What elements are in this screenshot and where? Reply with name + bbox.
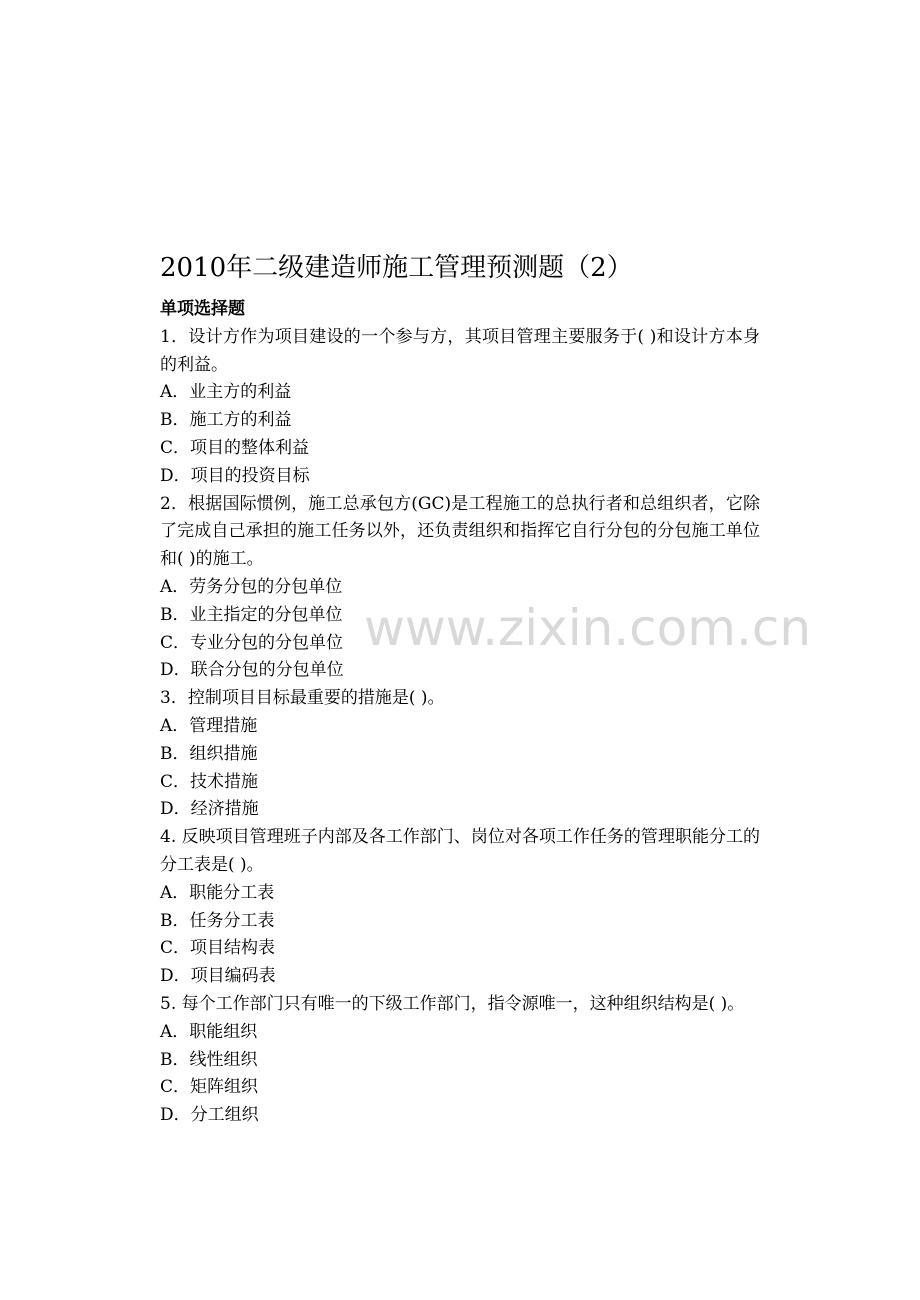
question-text: 4. 反映项目管理班子内部及各工作部门、岗位对各项工作任务的管理职能分工的分工表是( )。 <box>160 827 760 875</box>
option-d: D．分工组织 <box>160 1105 259 1126</box>
option-a: A．劳务分包的分包单位 <box>160 576 343 597</box>
question-2 <box>160 491 760 686</box>
document-title: 2010年二级建造师施工管理预测题（2） <box>160 253 633 283</box>
option-c: C．项目结构表 <box>160 938 276 959</box>
option-d: D．项目编码表 <box>160 966 276 987</box>
question-text: 1．设计方作为项目建设的一个参与方，其项目管理主要服务于( )和设计方本身的利益。 <box>160 326 760 375</box>
option-c: C．项目的整体利益 <box>160 437 310 458</box>
option-a: A．管理措施 <box>160 715 258 736</box>
question-4 <box>160 824 760 991</box>
option-a: A．职能组织 <box>160 1021 258 1042</box>
option-d: D．经济措施 <box>160 799 259 820</box>
option-a: A．业主方的利益 <box>160 382 292 403</box>
question-text: 5. 每个工作部门只有唯一的下级工作部门，指令源唯一，这种组织结构是( )。 <box>160 993 745 1014</box>
option-d: D．项目的投资目标 <box>160 465 310 486</box>
question-5 <box>160 991 760 1130</box>
question-text: 3．控制项目目标最重要的措施是( )。 <box>160 688 445 709</box>
question-3 <box>160 685 760 824</box>
question-1 <box>160 324 760 491</box>
option-b: B．组织措施 <box>160 743 258 764</box>
option-b: B．施工方的利益 <box>160 410 292 431</box>
option-b: B．线性组织 <box>160 1049 258 1070</box>
option-b: B．任务分工表 <box>160 910 275 931</box>
question-text: 2．根据国际惯例，施工总承包方(GC)是工程施工的总执行者和总组织者，它除了完成自己承担的施工任务以外，还负责组织和指挥它自行分包的分包施工单位和( )的施工。 <box>160 493 760 570</box>
option-c: C．技术措施 <box>160 771 259 792</box>
option-d: D．联合分包的分包单位 <box>160 660 344 681</box>
section-heading: 单项选择题 <box>160 299 245 319</box>
option-c: C．矩阵组织 <box>160 1077 259 1098</box>
option-c: C．专业分包的分包单位 <box>160 632 344 653</box>
watermark: www.zixin.com.cn <box>364 599 812 657</box>
option-a: A．职能分工表 <box>160 882 275 903</box>
document-content <box>160 296 760 1130</box>
option-b: B．业主指定的分包单位 <box>160 604 343 625</box>
